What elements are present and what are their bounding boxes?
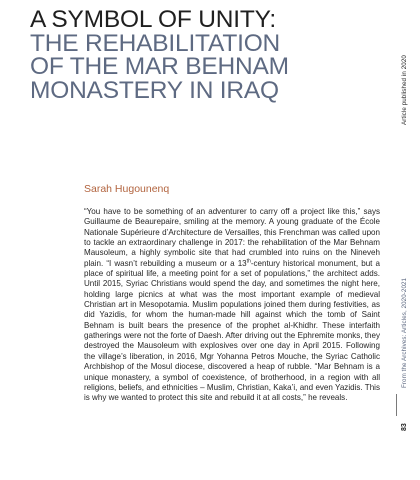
section-label: From the Archives: Articles, 2020-2021 (401, 277, 408, 388)
article-author: Sarah Hugounenq (84, 183, 170, 195)
body-text-part-2: -century historical monument, but a place of spiritual life, a meeting point for a set of populations,” the architect adds. Until 2015, Syriac Christians would spend the day, and sometimes the night here, holding large picnics at what was the most important example of medieval Christian art in Mesopotamia. Muslim populations joined them during festivities, as did Yazidis, for whom the human-made hill against which the tomb of Saint Behnam is built bears the presence of the prophet al-Khidhr. These interfaith gatherings were not the forte of Daesh. After driving out the Ephremite monks, they destroyed the Mausoleum with explosives over one day in April 2015. Following the village’s liberation, in 2016, Mgr Yohanna Petros Mouche, the Syriac Catholic Archbishop of the Mosul diocese, discovered a heap of rubble. “Mar Behnam is a unique monastery, a symbol of coexistence, of brotherhood, in a region with all religions, beliefs, and ethnicities – Muslim, Christian, Kaka’i, and even Yazidis. This is why we wanted to protect this site and rebuild it at all costs,” he reveals. (84, 258, 381, 403)
title-line-secondary-3: MONASTERY IN IRAQ (30, 76, 279, 104)
ordinal-superscript: th (246, 258, 251, 265)
page-number: 83 (401, 423, 408, 431)
article-title (30, 8, 390, 102)
body-text-part-1: “You have to be something of an adventurer to carry off a project like this,” says Guillaume de Beaurepaire, smiling at the memory. A young graduate of the École Nationale Supérieure d’Architecture de Versailles, this Frenchman was called upon to tackle an extraordinary challenge in 2017: the rehabilitation of the Mar Behnam Mausoleum, a highly symbolic site that had crumbled into ruins on the Nineveh plain. “I wasn’t rebuilding a museum or a 13 (84, 207, 380, 268)
margin-divider (396, 394, 397, 416)
article-body (84, 207, 380, 404)
title-line-primary: A SYMBOL OF UNITY: (30, 6, 276, 33)
title-line-secondary-2: OF THE MAR BEHNAM (30, 53, 289, 80)
title-line-secondary-1: THE REHABILITATION (30, 29, 281, 57)
publication-year-note: Article published in 2020 (401, 55, 408, 125)
